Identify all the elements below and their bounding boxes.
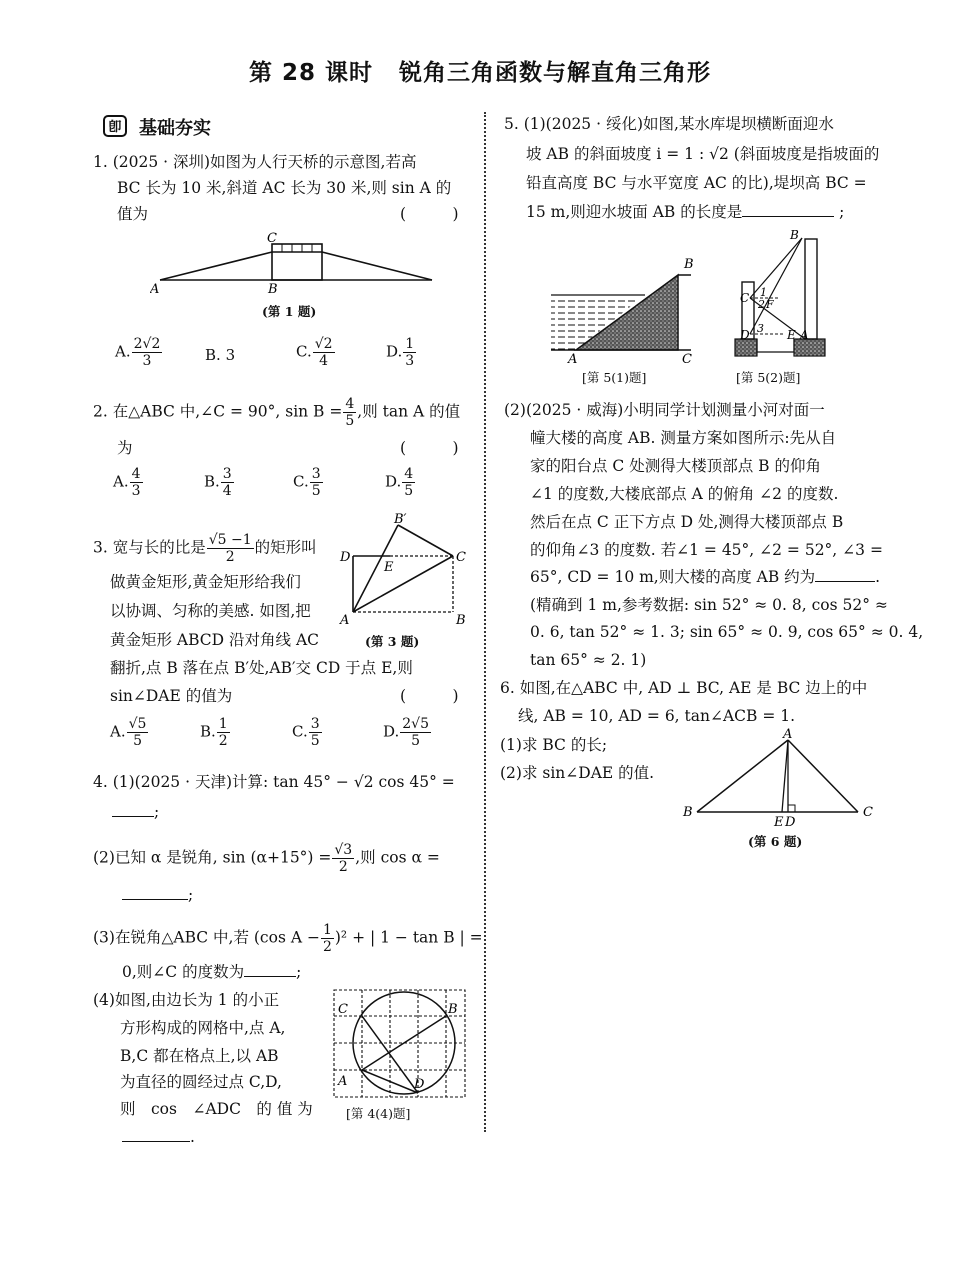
svg-text:E: E [774,815,784,828]
svg-text:C: C [863,805,873,820]
answer-blank[interactable] [122,885,188,900]
q4-part4-answer[interactable]: . [122,1127,195,1147]
svg-text:E: E [384,560,394,575]
q6-triangle-figure [680,728,880,828]
svg-text:B: B [448,1002,458,1017]
q2-option-d[interactable]: D. $\frac{4}{5}$ [385,466,414,499]
q4-part4-line3: B,C 都在格点上,以 AB [120,1047,279,1065]
q6-line2: 线, AB = 10, AD = 6, tan∠ACB = 1. [518,707,796,725]
q4-part2-line1: (2)已知 α 是锐角, sin (α+15°) = $\frac{√3}{2}$ ,则 cos α = [93,842,440,875]
q1-option-a[interactable]: A. $\frac{2√2}{3}$ [115,336,161,369]
q2-line1: 2. 在△ABC 中,∠C = 90°, sin B = $\frac{4}{5}$ ,则 tan A 的值 [93,396,461,429]
q5-part1-line1: 5. (1)(2025 · 绥化)如图,某水库堤坝横断面迎水 [504,115,834,133]
svg-text:D: D [785,815,796,828]
svg-text:C: C [740,291,750,305]
svg-text:C: C [338,1002,348,1017]
svg-text:B′: B′ [394,512,407,527]
q3-line1: 3. 宽与长的比是 $\frac{√5 -1}{2}$ 的矩形叫 [93,532,317,565]
section-title: 基础夯实 [139,118,211,139]
q6-sub2: (2)求 sin∠DAE 的值. [500,764,655,782]
q4-part1-line1: 4. (1)(2025 · 天津)计算: tan 45° − √2 cos 45° = [93,773,455,791]
q3-line5: 翻折,点 B 落在点 B′处,AB′交 CD 于点 E,则 [110,659,413,677]
column-divider [484,112,486,1132]
q5-part1-line4: 15 m,则迎水坡面 AB 的长度是 ; [526,203,845,221]
q5-part1-caption: [第 5(1)题] [582,370,647,385]
q5-buildings-figure [730,226,830,366]
svg-text:C: C [456,550,466,565]
svg-text:B: B [790,228,799,242]
book-icon: 卽 [103,115,127,137]
svg-text:B: B [684,257,694,272]
q5-part1-line2: 坡 AB 的斜面坡度 i = 1 : √2 (斜面坡度是指坡面的 [526,145,880,163]
q3-line6: sin∠DAE 的值为 [110,687,233,705]
q5-part2-line4: ∠1 的度数,大楼底部点 A 的俯角 ∠2 的度数. [530,485,839,503]
svg-text:B: B [683,805,693,820]
q5-part2-line1: (2)(2025 · 威海)小明同学计划测量小河对面一 [504,401,825,419]
q6-line1: 6. 如图,在△ABC 中, AD ⊥ BC, AE 是 BC 边上的中 [500,679,868,697]
answer-blank[interactable] [112,802,154,817]
q1-option-c[interactable]: C. $\frac{√2}{4}$ [296,336,333,369]
q4-part4-line2: 方形构成的网格中,点 A, [120,1019,286,1037]
answer-blank[interactable] [122,1127,190,1142]
q5-part2-line3: 家的阳台点 C 处测得大楼顶部点 B 的仰角 [530,457,821,475]
lesson-topic: 锐角三角函数与解直角三角形 [399,60,712,86]
q3-line4: 黄金矩形 ABCD 沿对角线 AC [110,631,319,649]
svg-text:2: 2 [758,298,765,311]
q4-grid-circle-figure [326,988,468,1098]
q2-line2: 为 [117,439,133,457]
q5-part2-line2: 幢大楼的高度 AB. 测量方案如图所示:先从自 [530,429,837,447]
q1-bridge-figure [150,230,440,295]
q1-caption: (第 1 题) [262,304,317,319]
svg-text:E: E [787,328,796,342]
q5-part2-line5: 然后在点 C 正下方点 D 处,测得大楼顶部点 B [530,513,844,531]
q2-option-a[interactable]: A. $\frac{4}{3}$ [113,466,141,499]
lesson-number: 第 28 课时 [248,60,374,86]
svg-text:F: F [766,298,774,311]
label-A: A [150,282,160,295]
q5-part2-line8: (精确到 1 m,参考数据: sin 52° ≈ 0. 8, cos 52° ≈ [530,596,888,614]
svg-text:A: A [800,328,809,342]
page-title [0,54,960,87]
svg-text:D: D [740,328,750,342]
q3-answer-paren[interactable]: ( ) [400,687,459,705]
q1-answer-paren[interactable]: ( ) [400,205,459,223]
q4-part2-answer[interactable]: ; [122,885,193,905]
q5-part2-line10: tan 65° ≈ 2. 1) [530,651,647,669]
answer-blank[interactable] [244,962,296,977]
q1-line2: BC 长为 10 米,斜道 AC 长为 30 米,则 sin A 的 [117,179,452,197]
q3-line3: 以协调、匀称的美感. 如图,把 [110,602,311,620]
q3-line2: 做黄金矩形,黄金矩形给我们 [110,573,301,591]
svg-text:A: A [338,1074,348,1089]
svg-text:D: D [340,550,351,565]
svg-text:A: A [568,352,578,365]
q2-option-c[interactable]: C. $\frac{3}{5}$ [293,466,321,499]
q1-option-d[interactable]: D. $\frac{1}{3}$ [386,336,415,369]
label-C: C [267,231,277,246]
svg-text:1: 1 [760,286,767,299]
svg-text:A: A [783,728,793,742]
q6-caption: (第 6 题) [748,834,803,849]
q5-part1-line3: 铅直高度 BC 与水平宽度 AC 的比),堤坝高 BC = [526,174,867,192]
q3-option-b[interactable]: B. $\frac{1}{2}$ [200,716,228,749]
q1-option-b[interactable]: B. 3 [205,346,236,364]
q3-caption: (第 3 题) [365,634,420,649]
q5-part2-caption: [第 5(2)题] [736,370,801,385]
answer-blank[interactable] [815,567,875,582]
q4-caption: [第 4(4)题] [346,1106,411,1121]
q2-option-b[interactable]: B. $\frac{3}{4}$ [204,466,232,499]
q5-part2-line7: 65°, CD = 10 m,则大楼的高度 AB 约为 . [530,568,881,586]
q3-option-c[interactable]: C. $\frac{3}{5}$ [292,716,320,749]
q5-part2-line9: 0. 6, tan 52° ≈ 1. 3; sin 65° ≈ 0. 9, cos 65° ≈ 0. 4, [530,623,924,641]
q6-sub1: (1)求 BC 的长; [500,736,608,754]
q4-part4-line5: 则 cos ∠ADC 的 值 为 [120,1100,313,1118]
q3-option-d[interactable]: D. $\frac{2√5}{5}$ [383,716,430,749]
svg-text:B: B [456,613,466,627]
q3-option-a[interactable]: A. $\frac{√5}{5}$ [110,716,147,749]
q4-part3-line2: 0,则∠C 的度数为 ; [122,963,302,981]
q1-line3: 值为 [117,205,149,223]
q3-rectangle-figure [338,512,473,627]
q2-answer-paren[interactable]: ( ) [400,439,459,457]
answer-blank[interactable] [742,202,834,217]
q4-part1-answer[interactable]: ; [112,802,159,822]
svg-text:D: D [414,1077,425,1092]
q5-dam-figure [548,250,708,365]
svg-text:C: C [682,352,692,365]
q1-line1: 1. (2025 · 深圳)如图为人行天桥的示意图,若高 [93,153,417,171]
svg-text:A: A [340,613,350,627]
svg-text:3: 3 [757,322,764,335]
label-B: B [268,282,278,295]
q5-part2-line6: 的仰角∠3 的度数. 若∠1 = 45°, ∠2 = 52°, ∠3 = [530,541,883,559]
q4-part3-line1: (3)在锐角△ABC 中,若 (cos A − $\frac{1}{2}$ )² + | 1 − tan B | = [93,922,483,955]
q4-part4-line4: 为直径的圆经过点 C,D, [120,1073,282,1091]
q4-part4-line1: (4)如图,由边长为 1 的小正 [93,991,280,1009]
